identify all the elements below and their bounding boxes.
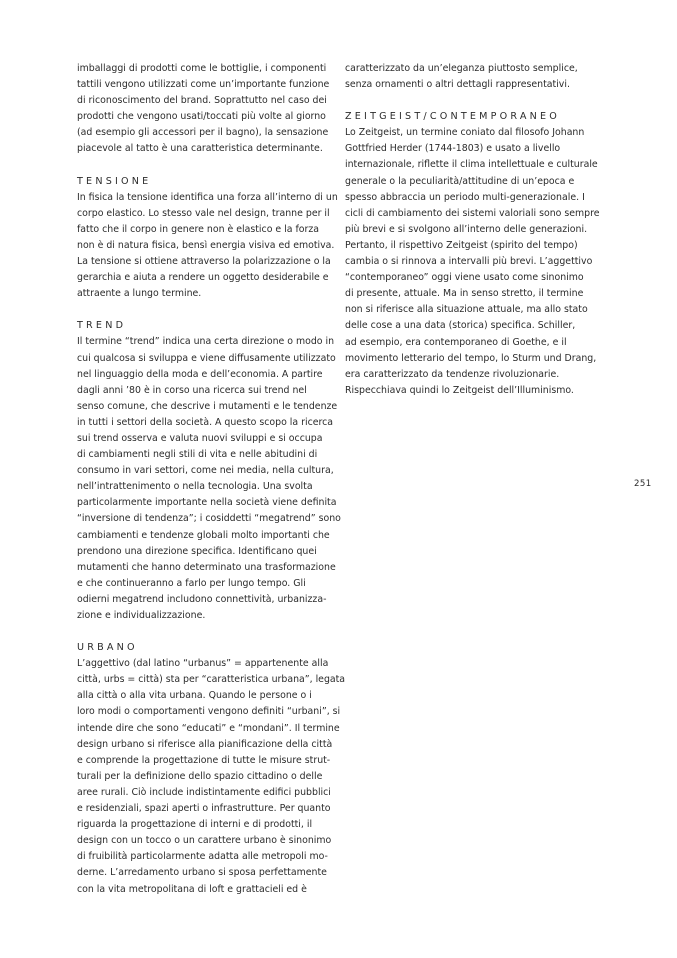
text-line: (ad esempio gli accessori per il bagno), la sensazione: [77, 127, 329, 139]
text-line: turali per la definizione dello spazio cittadino o delle: [77, 770, 323, 782]
text-line: senza ornamenti o altri dettagli rappresentativi.: [345, 79, 570, 91]
text-line: Lo Zeitgeist, un termine coniato dal filosofo Johann: [345, 127, 585, 139]
text-line: in tutti i settori della società. A questo scopo la ricerca: [77, 416, 334, 428]
text-line: La tensione si ottiene attraverso la polarizzazione o la: [77, 256, 331, 268]
text-line: zione e individualizzazione.: [77, 610, 206, 621]
section-body: [77, 656, 346, 897]
section-tensione: [77, 174, 339, 303]
text-line: cicli di cambiamento dei sistemi valoriali sono sempre: [345, 207, 600, 219]
text-line: consumo in vari settori, come nei media, nella cultura,: [77, 465, 334, 477]
text-line: e che continueranno a farlo per lungo tempo. Gli: [77, 577, 306, 589]
text-line: In fisica la tensione identifica una forza all’interno di un: [77, 191, 338, 203]
text-line: alla città o alla vita urbana. Quando le persone o i: [77, 690, 312, 702]
text-line: fatto che il corpo in genere non è elastico e la forza: [77, 223, 320, 235]
text-line: era caratterizzato da tendenze rivoluzionarie.: [345, 368, 560, 380]
text-line: più brevi e si svolgono all’interno delle generazioni.: [345, 223, 588, 235]
section-heading: ZEITGEIST/CONTEMPORANEO: [345, 111, 561, 123]
text-line: prendono una direzione specifica. Identificano quei: [77, 545, 317, 557]
left-column: [77, 61, 346, 898]
text-line: non si riferisce alla situazione attuale, ma allo stato: [345, 304, 588, 316]
section-body: [77, 334, 339, 624]
text-line: ad esempio, era contemporaneo di Goethe, e il: [345, 336, 567, 348]
text-line: loro modi o comportamenti vengono definiti “urbani”, si: [77, 706, 341, 718]
text-line: nel linguaggio della moda e dell’economia. A partire: [77, 368, 323, 380]
text-line: corpo elastico. Lo stesso vale nel design, tranne per il: [77, 207, 330, 219]
text-line: design urbano si riferisce alla pianificazione della città: [77, 738, 333, 750]
page-number: 251: [634, 479, 652, 489]
text-line: tattili vengono utilizzati come un’importante funzione: [77, 79, 330, 91]
text-line: con la vita metropolitana di loft e grattacieli ed è: [77, 883, 307, 895]
text-line: gerarchia e aiuta a rendere un oggetto desiderabile e: [77, 272, 329, 284]
text-line: cui qualcosa si sviluppa e viene diffusamente utilizzato: [77, 352, 336, 364]
text-line: di cambiamenti negli stili di vita e nelle abitudini di: [77, 449, 318, 461]
text-line: caratterizzato da un’eleganza piuttosto semplice,: [345, 63, 578, 74]
section-heading: TENSIONE: [77, 175, 152, 187]
right-column: [345, 61, 600, 399]
section-body: [345, 125, 600, 399]
text-line: prodotti che vengono usati/toccati più volte al giorno: [77, 111, 326, 123]
text-line: cambia o si rinnova a intervalli più brevi. L’aggettivo: [345, 256, 593, 268]
text-line: nell’intrattenimento o nella tecnologia. Una svolta: [77, 481, 313, 493]
text-line: riguarda la progettazione di interni e di prodotti, il: [77, 819, 313, 831]
section-urbano: [77, 640, 346, 898]
text-line: e residenziali, spazi aperti o infrastrutture. Per quanto: [77, 803, 331, 815]
text-line: derne. L’arredamento urbano si sposa perfettamente: [77, 867, 327, 879]
text-line: movimento letterario del tempo, lo Sturm und Drang,: [345, 352, 597, 364]
text-line: non è di natura fisica, bensì energia visiva ed emotiva.: [77, 239, 335, 251]
text-line: sui trend osserva e valuta nuovi sviluppi e si occupa: [77, 432, 323, 444]
section-body: [77, 190, 339, 303]
text-line: città, urbs = città) sta per “caratteristica urbana”, legata: [77, 674, 346, 686]
text-line: odierni megatrend includono connettività, urbanizza-: [77, 593, 327, 605]
section-trend: [77, 318, 339, 624]
text-line: “contemporaneo” oggi viene usato come sinonimo: [345, 272, 584, 284]
text-line: generale o la peculiarità/attitudine di un’epoca e: [345, 175, 575, 187]
text-line: di presente, attuale. Ma in senso stretto, il termine: [345, 288, 584, 300]
section-heading: TREND: [77, 320, 127, 332]
text-line: internazionale, riflette il clima intellettuale e culturale: [345, 159, 598, 171]
section-heading: URBANO: [77, 642, 138, 654]
text-line: aree rurali. Ciò include indistintamente edifici pubblici: [77, 786, 331, 798]
text-line: di riconoscimento del brand. Soprattutto nel caso dei: [77, 95, 327, 107]
text-line: intende dire che sono “educati” e “mondani”. Il termine: [77, 722, 340, 734]
text-line: senso comune, che descrive i mutamenti e le tendenze: [77, 400, 338, 412]
text-line: Pertanto, il rispettivo Zeitgeist (spirito del tempo): [345, 239, 578, 251]
text-line: L’aggettivo (dal latino “urbanus” = appartenente alla: [77, 658, 329, 670]
text-line: e comprende la progettazione di tutte le misure strut-: [77, 754, 331, 766]
continued-paragraph: [345, 61, 595, 93]
text-line: piacevole al tatto è una caratteristica determinante.: [77, 143, 323, 155]
text-line: particolarmente importante nella società viene definita: [77, 497, 337, 509]
text-line: dagli anni ’80 è in corso una ricerca sui trend nel: [77, 384, 307, 396]
text-line: cambiamenti e tendenze globali molto importanti che: [77, 529, 330, 541]
text-line: mutamenti che hanno determinato una trasformazione: [77, 561, 336, 573]
intro-paragraph: [77, 61, 339, 158]
section-zeitgeist: [345, 109, 600, 399]
text-line: attraente a lungo termine.: [77, 288, 202, 300]
text-line: Il termine “trend” indica una certa direzione o modo in: [77, 336, 335, 348]
text-line: di fruibilità particolarmente adatta alle metropoli mo-: [77, 851, 328, 863]
text-line: delle cose a una data (storica) specifica. Schiller,: [345, 320, 576, 332]
text-line: Rispecchiava quindi lo Zeitgeist dell’Illuminismo.: [345, 384, 574, 396]
text-line: “inversione di tendenza”; i cosiddetti “megatrend” sono: [77, 513, 341, 525]
text-line: Gottfried Herder (1744-1803) e usato a livello: [345, 143, 561, 155]
text-line: imballaggi di prodotti come le bottiglie, i componenti: [77, 63, 327, 74]
text-line: spesso abbraccia un periodo multi-generazionale. I: [345, 191, 585, 203]
text-line: design con un tocco o un carattere urbano è sinonimo: [77, 835, 332, 847]
